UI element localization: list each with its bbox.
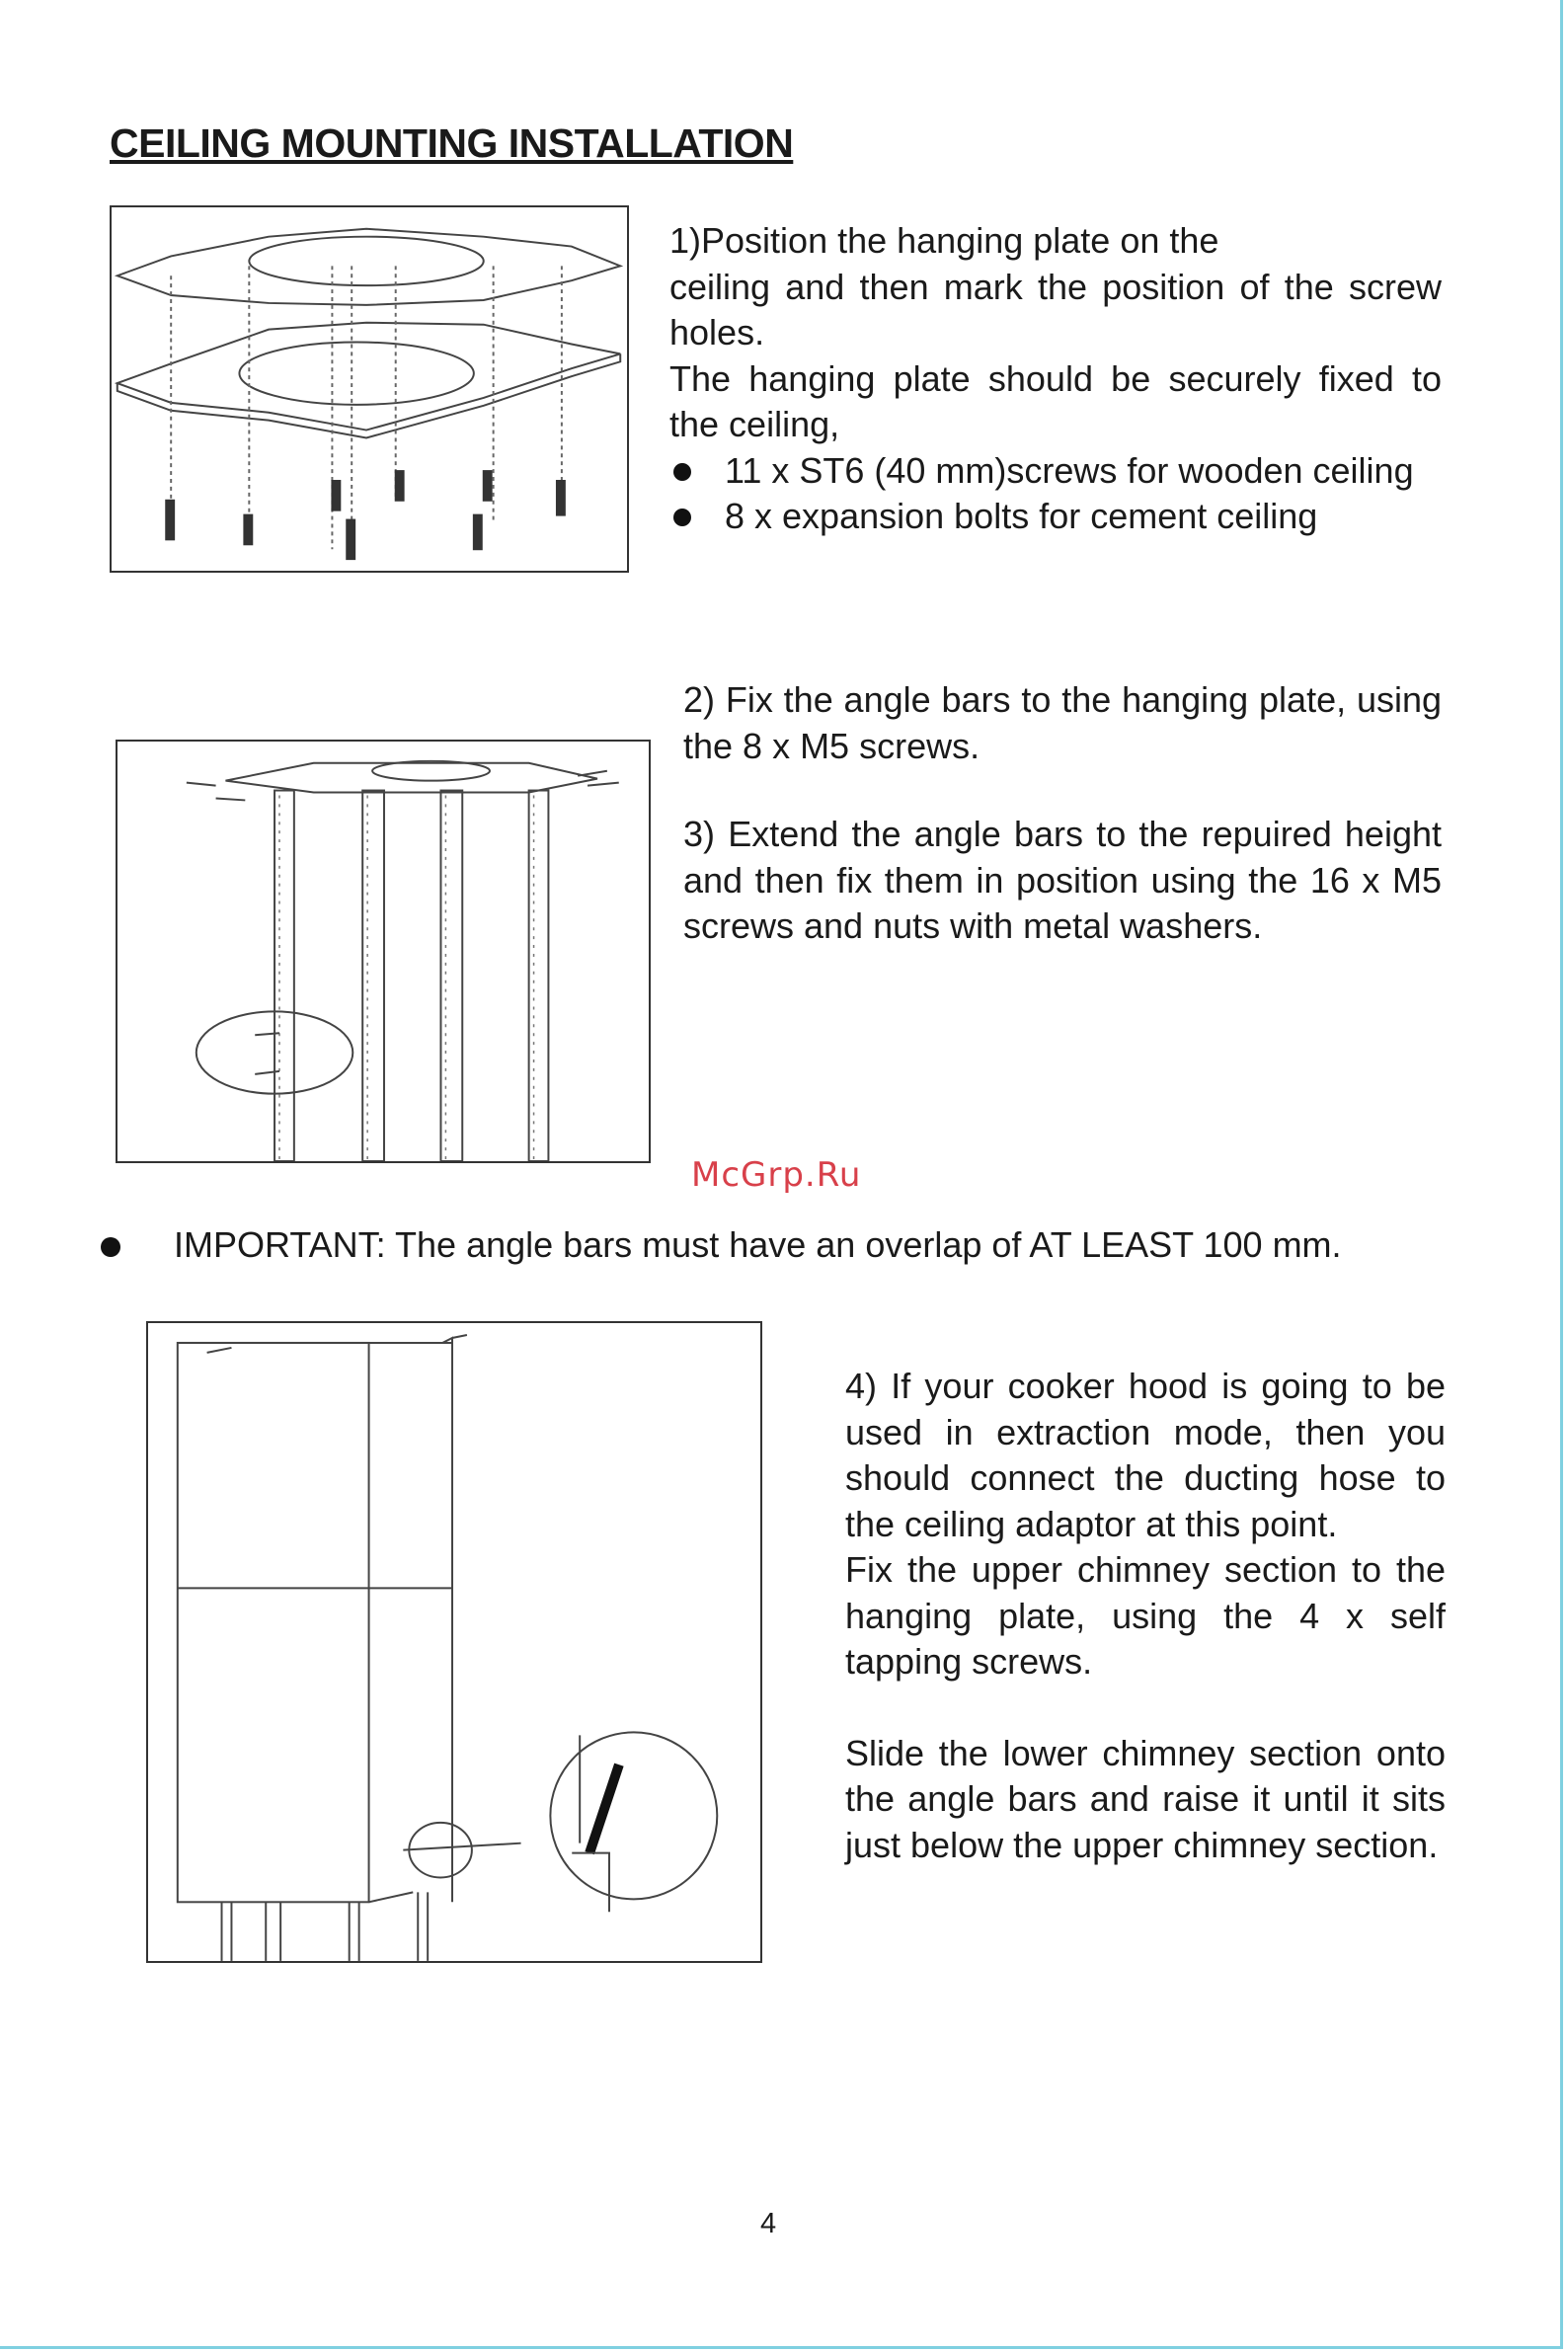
step2-text: 2) Fix the angle bars to the hanging plate, using the 8 x M5 screws.: [683, 679, 1442, 766]
step4-paragraph-1: 4) If your cooker hood is going to be used in extraction mode, then you should connect the ducting hose to the ceiling adaptor at this point.: [845, 1366, 1446, 1544]
step3-text: 3) Extend the angle bars to the repuired height and then fix them in position using the 16 x M5 screws and nuts with metal washers.: [683, 814, 1442, 946]
bullet-text: 8 x expansion bolts for cement ceiling: [725, 496, 1318, 536]
step1-line-3: The hanging plate should be securely fixed to the ceiling,: [669, 357, 1442, 444]
list-item: [669, 448, 1442, 495]
bullet-text: 11 x ST6 (40 mm)screws for wooden ceiling: [725, 449, 1414, 491]
list-item: [669, 494, 1442, 540]
watermark: McGrp.Ru: [691, 1155, 862, 1195]
step4-text: [845, 1364, 1446, 1868]
chimney-figure: [146, 1321, 762, 1963]
angle-bars-figure: [116, 740, 651, 1163]
step4-paragraph-3: Slide the lower chimney section onto the angle bars and raise it until it sits just below the upper chimney section.: [845, 1732, 1446, 1865]
bullet-icon: [101, 1237, 120, 1257]
step1-line-1: 1)Position the hanging plate on the: [669, 220, 1219, 261]
step4-paragraph-2: Fix the upper chimney section to the hanging plate, using the 4 x self tapping screws.: [845, 1549, 1446, 1682]
important-note: [95, 1222, 1448, 1269]
step1-line-2: ceiling and then mark the position of the screw holes.: [669, 266, 1442, 353]
fixings-list: [669, 448, 1442, 540]
important-text: IMPORTANT: The angle bars must have an overlap of AT LEAST 100 mm.: [174, 1224, 1342, 1265]
bullet-icon: [673, 509, 691, 526]
page-title: CEILING MOUNTING INSTALLATION: [110, 120, 794, 166]
hanging-plate-figure: [110, 205, 629, 573]
step1-text: [669, 218, 1442, 540]
page-number: 4: [760, 2208, 777, 2239]
bullet-icon: [673, 463, 691, 481]
